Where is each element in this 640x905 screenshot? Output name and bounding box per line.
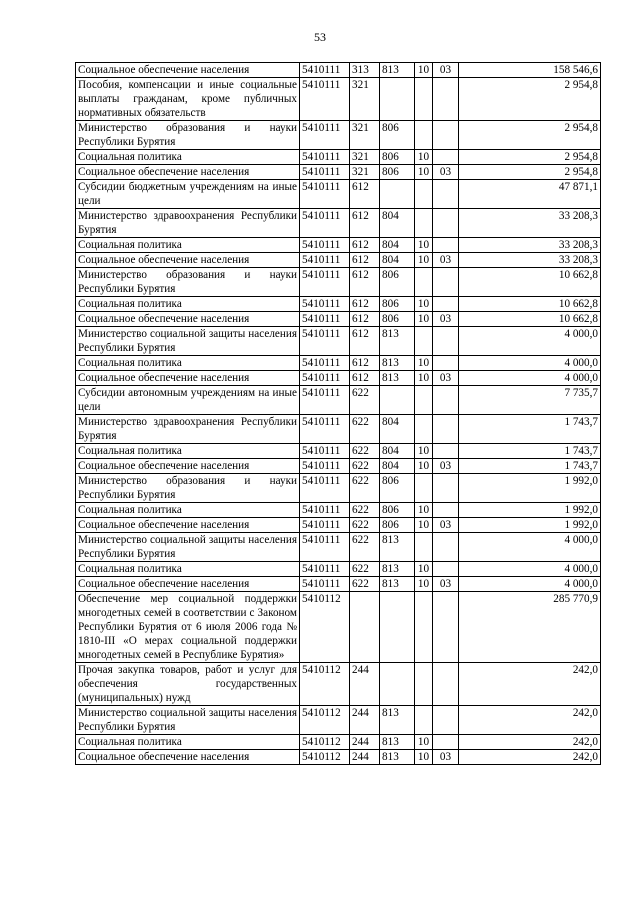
- section-cell: 10: [415, 297, 433, 312]
- subsection-cell: [433, 209, 459, 238]
- subsection-cell: [433, 663, 459, 706]
- amount-cell: 33 208,3: [459, 238, 601, 253]
- expense-name-cell: Министерство образования и науки Республики Бурятия: [76, 268, 300, 297]
- expense-type-cell: 622: [350, 444, 380, 459]
- subsection-cell: 03: [433, 312, 459, 327]
- target-article-cell: 5410112: [300, 735, 350, 750]
- target-article-cell: 5410111: [300, 268, 350, 297]
- section-cell: [415, 78, 433, 121]
- expense-name-cell: Министерство социальной защиты населения Республики Бурятия: [76, 327, 300, 356]
- expense-type-cell: 612: [350, 297, 380, 312]
- ministry-code-cell: 813: [380, 327, 415, 356]
- expense-name-cell: Пособия, компенсации и иные социальные выплаты гражданам, кроме публичных нормативных обязательств: [76, 78, 300, 121]
- section-cell: [415, 533, 433, 562]
- amount-cell: 1 743,7: [459, 459, 601, 474]
- section-cell: [415, 180, 433, 209]
- section-cell: [415, 663, 433, 706]
- budget-table-body: [76, 63, 601, 765]
- target-article-cell: 5410112: [300, 663, 350, 706]
- target-article-cell: 5410111: [300, 562, 350, 577]
- table-row: [76, 474, 601, 503]
- target-article-cell: 5410111: [300, 444, 350, 459]
- table-row: [76, 577, 601, 592]
- expense-type-cell: 612: [350, 238, 380, 253]
- amount-cell: 1 743,7: [459, 444, 601, 459]
- section-cell: 10: [415, 750, 433, 765]
- subsection-cell: [433, 297, 459, 312]
- expense-name-cell: Социальное обеспечение населения: [76, 518, 300, 533]
- amount-cell: 158 546,6: [459, 63, 601, 78]
- table-row: [76, 415, 601, 444]
- subsection-cell: [433, 386, 459, 415]
- section-cell: [415, 327, 433, 356]
- expense-type-cell: 622: [350, 533, 380, 562]
- section-cell: [415, 415, 433, 444]
- page-number: 53: [314, 30, 326, 44]
- expense-type-cell: 313: [350, 63, 380, 78]
- expense-type-cell: 612: [350, 371, 380, 386]
- amount-cell: 47 871,1: [459, 180, 601, 209]
- amount-cell: 285 770,9: [459, 592, 601, 663]
- expense-type-cell: 612: [350, 180, 380, 209]
- target-article-cell: 5410111: [300, 165, 350, 180]
- expense-type-cell: 622: [350, 386, 380, 415]
- section-cell: 10: [415, 371, 433, 386]
- subsection-cell: [433, 78, 459, 121]
- expense-type-cell: 244: [350, 735, 380, 750]
- expense-type-cell: 612: [350, 312, 380, 327]
- expense-type-cell: 244: [350, 750, 380, 765]
- amount-cell: 2 954,8: [459, 150, 601, 165]
- subsection-cell: [433, 562, 459, 577]
- target-article-cell: 5410111: [300, 253, 350, 268]
- expense-type-cell: 622: [350, 474, 380, 503]
- section-cell: 10: [415, 503, 433, 518]
- ministry-code-cell: 806: [380, 165, 415, 180]
- target-article-cell: 5410111: [300, 356, 350, 371]
- expense-name-cell: Социальное обеспечение населения: [76, 312, 300, 327]
- subsection-cell: [433, 503, 459, 518]
- expense-type-cell: 612: [350, 268, 380, 297]
- expense-name-cell: Министерство образования и науки Республики Бурятия: [76, 121, 300, 150]
- expense-type-cell: 321: [350, 78, 380, 121]
- table-row: [76, 165, 601, 180]
- amount-cell: 10 662,8: [459, 297, 601, 312]
- ministry-code-cell: 813: [380, 63, 415, 78]
- subsection-cell: 03: [433, 63, 459, 78]
- subsection-cell: 03: [433, 750, 459, 765]
- subsection-cell: [433, 238, 459, 253]
- table-row: [76, 209, 601, 238]
- expense-type-cell: [350, 592, 380, 663]
- target-article-cell: 5410111: [300, 474, 350, 503]
- table-row: [76, 750, 601, 765]
- expense-name-cell: Министерство социальной защиты населения Республики Бурятия: [76, 533, 300, 562]
- expense-name-cell: Социальная политика: [76, 297, 300, 312]
- ministry-code-cell: [380, 78, 415, 121]
- expense-name-cell: Министерство образования и науки Республики Бурятия: [76, 474, 300, 503]
- amount-cell: 4 000,0: [459, 371, 601, 386]
- target-article-cell: 5410111: [300, 121, 350, 150]
- section-cell: 10: [415, 518, 433, 533]
- section-cell: 10: [415, 63, 433, 78]
- target-article-cell: 5410111: [300, 327, 350, 356]
- table-row: [76, 297, 601, 312]
- table-row: [76, 180, 601, 209]
- subsection-cell: [433, 415, 459, 444]
- subsection-cell: 03: [433, 518, 459, 533]
- target-article-cell: 5410112: [300, 750, 350, 765]
- ministry-code-cell: 813: [380, 577, 415, 592]
- ministry-code-cell: 813: [380, 735, 415, 750]
- target-article-cell: 5410111: [300, 78, 350, 121]
- table-row: [76, 121, 601, 150]
- ministry-code-cell: [380, 386, 415, 415]
- ministry-code-cell: 804: [380, 444, 415, 459]
- section-cell: 10: [415, 150, 433, 165]
- table-row: [76, 386, 601, 415]
- subsection-cell: [433, 268, 459, 297]
- amount-cell: 4 000,0: [459, 533, 601, 562]
- section-cell: [415, 592, 433, 663]
- ministry-code-cell: 806: [380, 150, 415, 165]
- subsection-cell: 03: [433, 459, 459, 474]
- expense-type-cell: 622: [350, 577, 380, 592]
- ministry-code-cell: 804: [380, 253, 415, 268]
- table-row: [76, 356, 601, 371]
- table-row: [76, 735, 601, 750]
- ministry-code-cell: 813: [380, 706, 415, 735]
- target-article-cell: 5410111: [300, 386, 350, 415]
- ministry-code-cell: 806: [380, 312, 415, 327]
- expense-type-cell: 622: [350, 518, 380, 533]
- expense-type-cell: 612: [350, 356, 380, 371]
- expense-name-cell: Министерство здравоохранения Республики Бурятия: [76, 209, 300, 238]
- amount-cell: 2 954,8: [459, 121, 601, 150]
- table-row: [76, 253, 601, 268]
- amount-cell: 10 662,8: [459, 268, 601, 297]
- expense-name-cell: Социальная политика: [76, 735, 300, 750]
- expense-type-cell: 612: [350, 209, 380, 238]
- section-cell: [415, 209, 433, 238]
- ministry-code-cell: 804: [380, 415, 415, 444]
- table-row: [76, 533, 601, 562]
- table-row: [76, 592, 601, 663]
- subsection-cell: [433, 706, 459, 735]
- amount-cell: 33 208,3: [459, 253, 601, 268]
- expense-name-cell: Министерство здравоохранения Республики Бурятия: [76, 415, 300, 444]
- section-cell: 10: [415, 312, 433, 327]
- ministry-code-cell: 806: [380, 121, 415, 150]
- expense-name-cell: Субсидии бюджетным учреждениям на иные цели: [76, 180, 300, 209]
- table-row: [76, 371, 601, 386]
- target-article-cell: 5410111: [300, 459, 350, 474]
- subsection-cell: 03: [433, 253, 459, 268]
- target-article-cell: 5410111: [300, 312, 350, 327]
- expense-name-cell: Социальное обеспечение населения: [76, 459, 300, 474]
- section-cell: 10: [415, 459, 433, 474]
- expense-type-cell: 622: [350, 415, 380, 444]
- table-row: [76, 78, 601, 121]
- subsection-cell: [433, 444, 459, 459]
- subsection-cell: [433, 533, 459, 562]
- table-row: [76, 268, 601, 297]
- expense-name-cell: Социальное обеспечение населения: [76, 165, 300, 180]
- subsection-cell: [433, 592, 459, 663]
- amount-cell: 4 000,0: [459, 562, 601, 577]
- ministry-code-cell: [380, 180, 415, 209]
- subsection-cell: [433, 474, 459, 503]
- subsection-cell: [433, 735, 459, 750]
- ministry-code-cell: 804: [380, 238, 415, 253]
- ministry-code-cell: 804: [380, 209, 415, 238]
- ministry-code-cell: 806: [380, 518, 415, 533]
- expense-name-cell: Социальное обеспечение населения: [76, 577, 300, 592]
- target-article-cell: 5410111: [300, 518, 350, 533]
- section-cell: 10: [415, 444, 433, 459]
- expense-name-cell: Социальная политика: [76, 356, 300, 371]
- section-cell: [415, 268, 433, 297]
- target-article-cell: 5410111: [300, 415, 350, 444]
- amount-cell: 242,0: [459, 750, 601, 765]
- subsection-cell: 03: [433, 371, 459, 386]
- amount-cell: 1 992,0: [459, 503, 601, 518]
- subsection-cell: 03: [433, 577, 459, 592]
- expense-type-cell: 622: [350, 459, 380, 474]
- section-cell: 10: [415, 735, 433, 750]
- section-cell: 10: [415, 165, 433, 180]
- ministry-code-cell: 813: [380, 371, 415, 386]
- ministry-code-cell: [380, 663, 415, 706]
- section-cell: [415, 706, 433, 735]
- ministry-code-cell: 813: [380, 750, 415, 765]
- amount-cell: 2 954,8: [459, 78, 601, 121]
- table-row: [76, 706, 601, 735]
- expense-name-cell: Обеспечение мер социальной поддержки многодетных семей в соответствии с Законом Республики Бурятия от 6 июля 2006 года № 1810-III «О мерах социальной поддержки многодетных семей в Республике Бурятия»: [76, 592, 300, 663]
- ministry-code-cell: 806: [380, 297, 415, 312]
- ministry-code-cell: 813: [380, 533, 415, 562]
- target-article-cell: 5410111: [300, 150, 350, 165]
- table-row: [76, 327, 601, 356]
- target-article-cell: 5410111: [300, 371, 350, 386]
- table-row: [76, 663, 601, 706]
- expense-name-cell: Социальная политика: [76, 503, 300, 518]
- amount-cell: 4 000,0: [459, 327, 601, 356]
- table-row: [76, 150, 601, 165]
- expense-type-cell: 622: [350, 562, 380, 577]
- table-row: [76, 238, 601, 253]
- subsection-cell: 03: [433, 165, 459, 180]
- section-cell: 10: [415, 577, 433, 592]
- expense-type-cell: 622: [350, 503, 380, 518]
- ministry-code-cell: [380, 592, 415, 663]
- expense-name-cell: Социальное обеспечение населения: [76, 371, 300, 386]
- expense-name-cell: Социальное обеспечение населения: [76, 253, 300, 268]
- target-article-cell: 5410112: [300, 706, 350, 735]
- target-article-cell: 5410111: [300, 180, 350, 209]
- ministry-code-cell: 806: [380, 503, 415, 518]
- section-cell: 10: [415, 562, 433, 577]
- amount-cell: 1 992,0: [459, 518, 601, 533]
- expense-type-cell: 612: [350, 253, 380, 268]
- target-article-cell: 5410111: [300, 577, 350, 592]
- budget-table: [75, 62, 601, 765]
- target-article-cell: 5410111: [300, 238, 350, 253]
- table-row: [76, 312, 601, 327]
- table-row: [76, 518, 601, 533]
- table-row: [76, 562, 601, 577]
- ministry-code-cell: 804: [380, 459, 415, 474]
- expense-name-cell: Субсидии автономным учреждениям на иные цели: [76, 386, 300, 415]
- expense-type-cell: 244: [350, 706, 380, 735]
- amount-cell: 242,0: [459, 706, 601, 735]
- section-cell: [415, 121, 433, 150]
- expense-name-cell: Социальная политика: [76, 444, 300, 459]
- section-cell: 10: [415, 238, 433, 253]
- target-article-cell: 5410111: [300, 209, 350, 238]
- amount-cell: 2 954,8: [459, 165, 601, 180]
- amount-cell: 7 735,7: [459, 386, 601, 415]
- section-cell: [415, 386, 433, 415]
- amount-cell: 1 992,0: [459, 474, 601, 503]
- expense-type-cell: 321: [350, 150, 380, 165]
- expense-name-cell: Социальное обеспечение населения: [76, 750, 300, 765]
- amount-cell: 10 662,8: [459, 312, 601, 327]
- target-article-cell: 5410112: [300, 592, 350, 663]
- ministry-code-cell: 806: [380, 474, 415, 503]
- amount-cell: 242,0: [459, 663, 601, 706]
- section-cell: 10: [415, 253, 433, 268]
- target-article-cell: 5410111: [300, 503, 350, 518]
- amount-cell: 33 208,3: [459, 209, 601, 238]
- target-article-cell: 5410111: [300, 297, 350, 312]
- subsection-cell: [433, 356, 459, 371]
- table-row: [76, 63, 601, 78]
- ministry-code-cell: 806: [380, 268, 415, 297]
- subsection-cell: [433, 180, 459, 209]
- target-article-cell: 5410111: [300, 533, 350, 562]
- expense-name-cell: Социальная политика: [76, 562, 300, 577]
- amount-cell: 4 000,0: [459, 356, 601, 371]
- expense-type-cell: 321: [350, 121, 380, 150]
- ministry-code-cell: 813: [380, 562, 415, 577]
- ministry-code-cell: 813: [380, 356, 415, 371]
- expense-type-cell: 612: [350, 327, 380, 356]
- amount-cell: 242,0: [459, 735, 601, 750]
- expense-name-cell: Социальная политика: [76, 238, 300, 253]
- section-cell: 10: [415, 356, 433, 371]
- expense-name-cell: Социальное обеспечение населения: [76, 63, 300, 78]
- subsection-cell: [433, 327, 459, 356]
- table-row: [76, 503, 601, 518]
- target-article-cell: 5410111: [300, 63, 350, 78]
- expense-type-cell: 321: [350, 165, 380, 180]
- expense-name-cell: Министерство социальной защиты населения Республики Бурятия: [76, 706, 300, 735]
- table-row: [76, 459, 601, 474]
- expense-type-cell: 244: [350, 663, 380, 706]
- amount-cell: 1 743,7: [459, 415, 601, 444]
- expense-name-cell: Социальная политика: [76, 150, 300, 165]
- amount-cell: 4 000,0: [459, 577, 601, 592]
- expense-name-cell: Прочая закупка товаров, работ и услуг для обеспечения государственных (муниципальных) нужд: [76, 663, 300, 706]
- table-row: [76, 444, 601, 459]
- subsection-cell: [433, 150, 459, 165]
- section-cell: [415, 474, 433, 503]
- subsection-cell: [433, 121, 459, 150]
